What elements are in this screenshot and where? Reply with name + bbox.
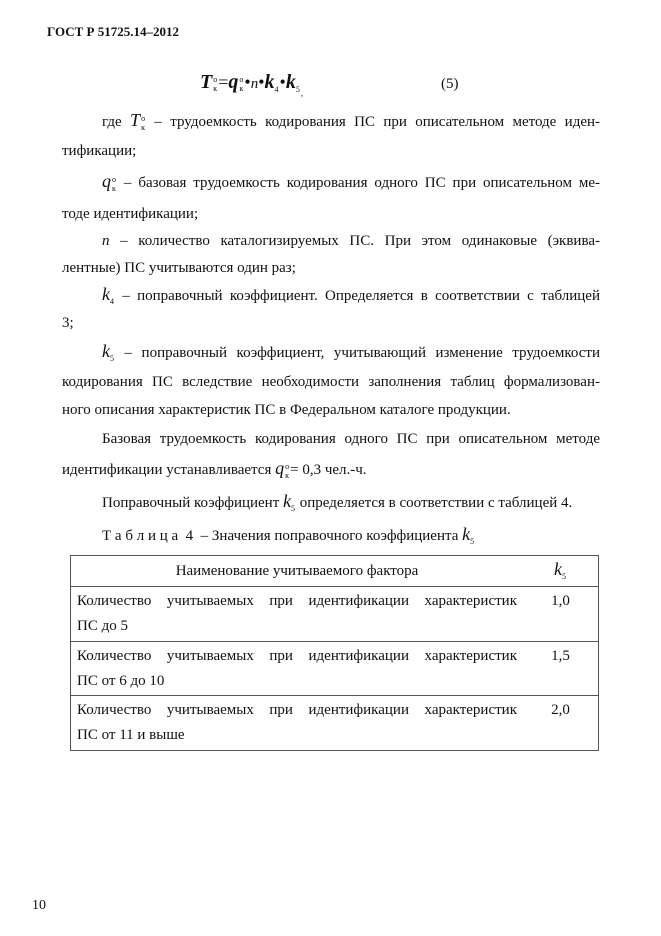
math-n: n [102, 233, 110, 249]
math-q: q [102, 171, 111, 191]
sub: 4 [274, 85, 279, 94]
text: кодирования ПС вследствие необходимости заполнения таблиц формализован- [62, 374, 600, 390]
sup-sub [213, 75, 217, 93]
text: определяется в соответствии с таблицей 4. [299, 495, 573, 511]
text: – поправочный коэффициент, учитывающий изменение трудоемкости [124, 345, 601, 361]
math-k4: k [102, 284, 110, 304]
text-line [102, 427, 600, 451]
text: ПС от 11 и выше [77, 727, 185, 743]
table-caption [102, 522, 600, 546]
math-k5: k [102, 341, 110, 361]
formula-5 [200, 68, 303, 107]
sub: к [141, 122, 145, 132]
sup: о [141, 113, 146, 123]
text: ПС до 5 [77, 618, 128, 634]
value-cell: 2,0 [523, 696, 599, 751]
coefficient-table [70, 555, 599, 751]
sup: о [285, 461, 290, 471]
text: – поправочный коэффициент. Определяется в соответствии с таблицей [122, 288, 600, 304]
table-row [71, 696, 599, 751]
text: Т а б л и ц а 4 – Значения поправочного коэффициента [102, 528, 459, 544]
text-line [102, 169, 600, 193]
text: – количество каталогизируемых ПС. При этом одинаковые (эквива- [120, 233, 600, 249]
text-line [102, 339, 600, 363]
text: где [102, 114, 122, 130]
math-k5: k [462, 524, 471, 544]
formula-k5: k [285, 71, 296, 93]
sup: о [213, 74, 218, 84]
dot: • [258, 72, 265, 92]
sup-sub [239, 75, 243, 93]
text: ПС от 6 до 10 [77, 673, 165, 689]
text: – базовая трудоемкость кодирования одного ПС при описательном ме- [123, 175, 600, 191]
factor-cell [71, 642, 524, 696]
text: Количество учитываемых при идентификации характеристик [77, 593, 517, 609]
comma: , [300, 88, 304, 98]
formula-k4: k [264, 71, 275, 93]
factor-cell [71, 587, 524, 642]
math-T: T [130, 110, 141, 130]
sub: к [285, 470, 289, 480]
text: Поправочный коэффициент [102, 495, 280, 511]
header-k5 [523, 556, 599, 587]
text-line [102, 108, 600, 132]
formula-T: T [200, 71, 213, 93]
text-line: тификации; [62, 143, 137, 159]
value-cell: 1,5 [523, 642, 599, 696]
sub: 5 [470, 537, 475, 546]
value-cell: 1,0 [523, 587, 599, 642]
sup: о [239, 74, 244, 84]
text: идентификации устанавливается [62, 462, 272, 478]
text: Базовая трудоемкость кодирования одного ПС при описательном методе [102, 431, 600, 447]
text-line [102, 282, 600, 306]
dot: • [244, 72, 251, 92]
sub: к [213, 83, 218, 93]
text-line [62, 456, 600, 480]
text: Количество учитываемых при идентификации характеристик [77, 648, 517, 664]
sub: 5 [291, 504, 296, 513]
table-header-row [71, 556, 599, 587]
text: Количество учитываемых при идентификации характеристик [77, 702, 517, 718]
text-line: ного описания характеристик ПС в Федеральном каталоге продукции. [62, 402, 511, 418]
sub: 5 [562, 572, 566, 581]
math-q: q [275, 458, 285, 478]
page-number: 10 [32, 898, 46, 913]
sup-sub [112, 175, 116, 193]
document-header: ГОСТ Р 51725.14–2012 [47, 24, 179, 39]
table-row [71, 642, 599, 696]
sup-sub [285, 462, 289, 480]
sub: 5 [110, 354, 114, 363]
text-line: лентные) ПС учитываются один раз; [62, 260, 296, 276]
math-k: k [554, 559, 562, 579]
sup: о [112, 174, 116, 184]
sub: к [239, 83, 244, 93]
text-line: 3; [62, 315, 74, 331]
header-factor: Наименование учитываемого фактора [71, 556, 524, 587]
text-line [62, 370, 600, 394]
table-row [71, 587, 599, 642]
text-line [102, 229, 600, 253]
factor-cell [71, 696, 524, 751]
sub: 5 [295, 85, 300, 94]
text: = 0,3 чел.-ч. [290, 462, 367, 478]
equation-number: (5) [441, 76, 459, 92]
math-k5: k [283, 491, 292, 511]
text: – трудоемкость кодирования ПС при описательном методе иден- [154, 114, 601, 130]
formula-n: n [250, 76, 259, 92]
sub: к [112, 183, 116, 193]
eq: = [218, 72, 229, 92]
sup-sub [141, 114, 145, 132]
text-line: тоде идентификации; [62, 206, 199, 222]
formula-q: q [228, 71, 239, 93]
sub: 4 [110, 297, 114, 306]
text-line [102, 489, 600, 513]
dot: • [279, 72, 286, 92]
